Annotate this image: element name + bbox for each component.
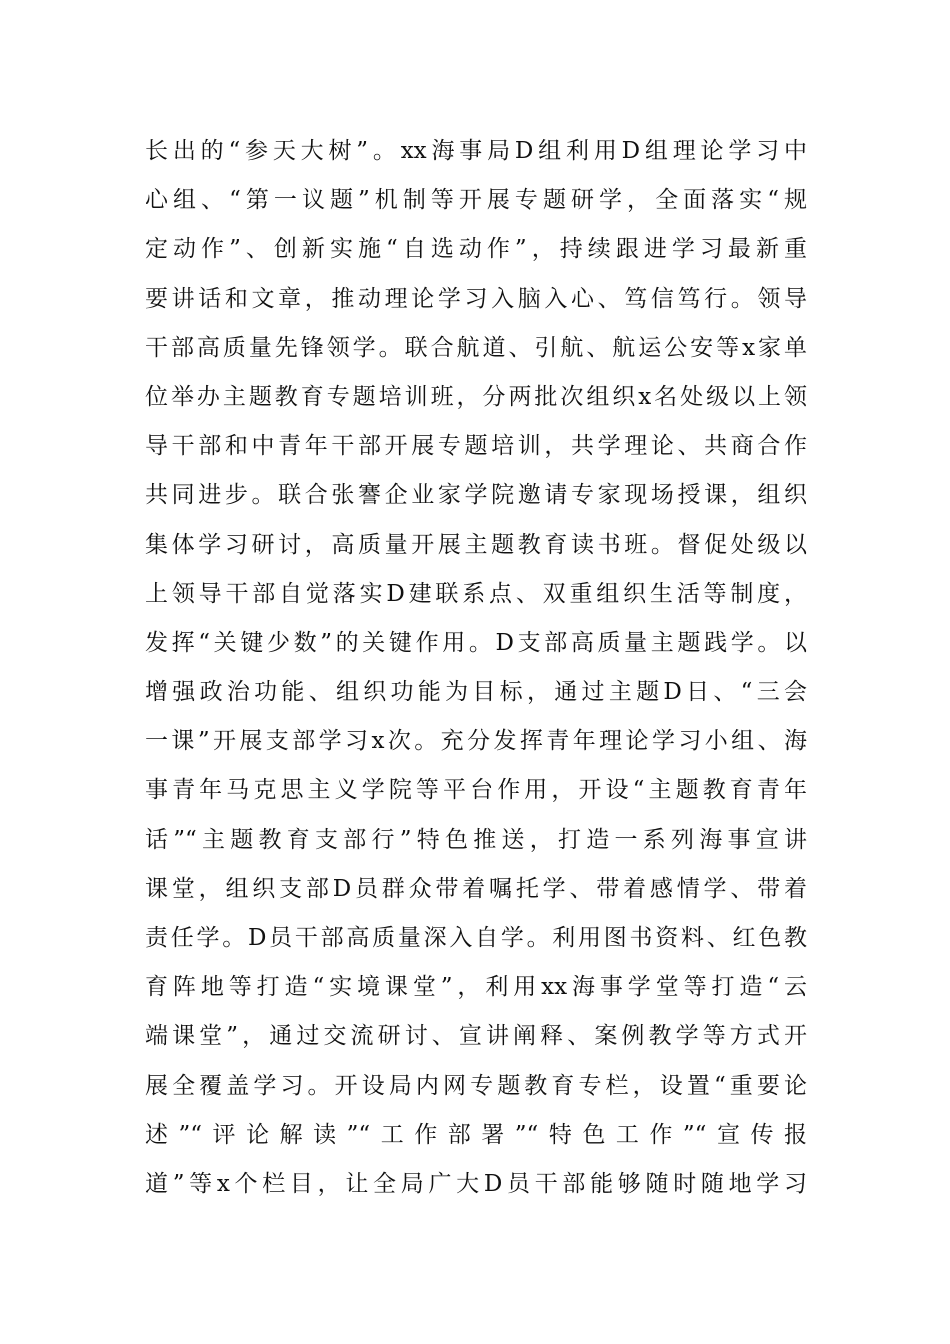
text-line: 话”“主题教育支部行”特色推送，打造一系列海事宣讲 xyxy=(145,826,807,853)
text-line: 心组、“第一议题”机制等开展专题研学，全面落实“规 xyxy=(145,187,807,214)
text-line: 集体学习研讨，高质量开展主题教育读书班。督促处级以 xyxy=(145,531,807,558)
text-line: 育阵地等打造“实境课堂”，利用xx海事学堂等打造“云 xyxy=(145,974,807,1001)
text-line: 长出的“参天大树”。xx海事局D组利用D组理论学习中 xyxy=(145,138,807,164)
text-line: 共同进步。联合张謇企业家学院邀请专家现场授课，组织 xyxy=(145,482,807,509)
text-line: 要讲话和文章，推动理论学习入脑入心、笃信笃行。领导 xyxy=(145,285,807,312)
text-line: 导干部和中青年干部开展专题培训，共学理论、共商合作 xyxy=(145,433,807,460)
text-line: 课堂，组织支部D员群众带着嘱托学、带着感情学、带着 xyxy=(145,875,807,902)
text-line: 上领导干部自觉落实D建联系点、双重组织生活等制度， xyxy=(145,580,807,607)
text-line: 一课”开展支部学习x次。充分发挥青年理论学习小组、海 xyxy=(145,728,807,755)
text-line: 事青年马克思主义学院等平台作用，开设“主题教育青年 xyxy=(145,777,807,804)
text-line: 展全覆盖学习。开设局内网专题教育专栏，设置“重要论 xyxy=(145,1072,807,1099)
text-line: 定动作”、创新实施“自选动作”，持续跟进学习最新重 xyxy=(145,236,807,263)
text-line: 道”等x个栏目，让全局广大D员干部能够随时随地学习 xyxy=(145,1170,807,1197)
text-line: 增强政治功能、组织功能为目标，通过主题D日、“三会 xyxy=(145,679,807,706)
text-line: 责任学。D员干部高质量深入自学。利用图书资料、红色教 xyxy=(145,925,807,951)
body-text xyxy=(145,127,807,1209)
text-line: 位举办主题教育专题培训班，分两批次组织x名处级以上领 xyxy=(145,383,807,410)
text-line: 发挥“关键少数”的关键作用。D支部高质量主题践学。以 xyxy=(145,629,807,656)
text-line: 端课堂”，通过交流研讨、宣讲阐释、案例教学等方式开 xyxy=(145,1023,807,1050)
text-line: 述”“评论解读”“工作部署”“特色工作”“宣传报 xyxy=(145,1121,807,1148)
text-line: 干部高质量先锋领学。联合航道、引航、航运公安等x家单 xyxy=(145,334,807,361)
